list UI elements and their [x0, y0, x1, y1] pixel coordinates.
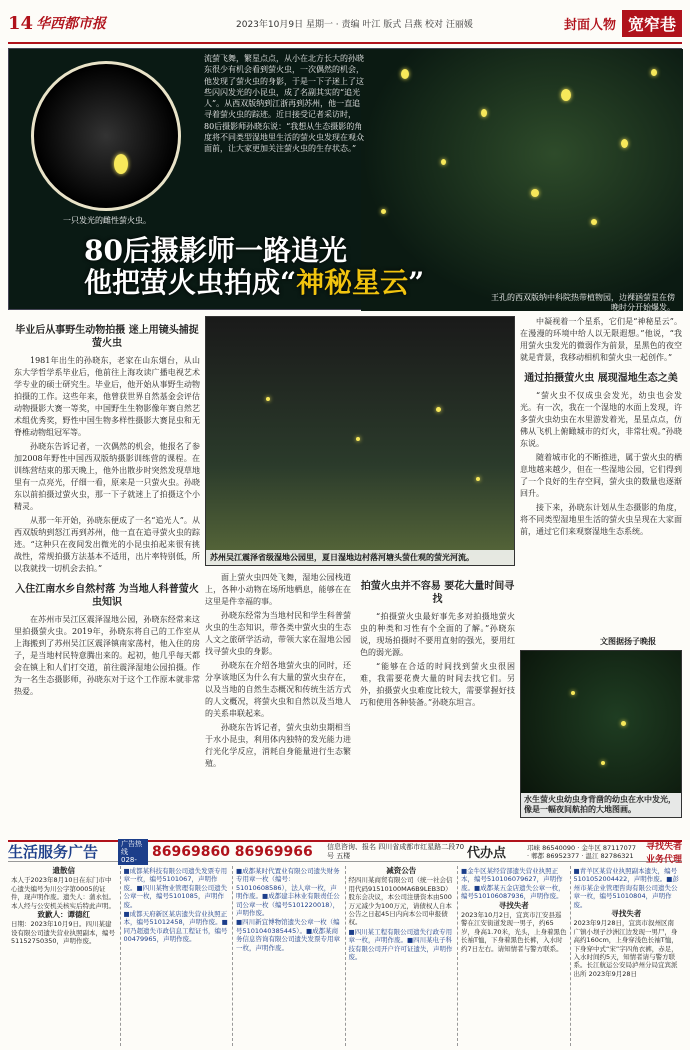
issue-meta: 2023年10月9日 星期一 · 责编 叶江 版式 吕燕 校对 汪丽媛 — [236, 19, 473, 30]
page-header — [8, 4, 682, 44]
article-column-2b — [360, 572, 515, 836]
paragraph: 面上萤火虫四处飞舞，湿地公园栈道上，各种小动物在场所地栖息，能够在在这里是件幸福的事。 — [205, 573, 351, 606]
subhead-2: 入住江南水乡自然村落 为当地人科普萤火虫知识 — [15, 584, 199, 608]
hotline-number: 86969860 86969966 — [152, 843, 313, 860]
paragraph: 从那一年开始，孙晓东便成了一名“追光人”。从西双版纳到怒江再到苏州，他一直在追寻萤火虫的踪迹。“这种只在夜间发出微光的小昆虫拍起来很有挑战性，常规拍摄方法基本不适用，出片率特别低，所以我就找一切机会去拍。” — [14, 516, 200, 573]
ad-column — [571, 866, 683, 1046]
headline-line2-c: ” — [408, 266, 425, 299]
firefly-closeup-photo — [31, 61, 181, 211]
article-column-2a — [205, 572, 355, 836]
paragraph: “能够在合适的时间找到萤火虫很困难，我需要花费大量的时间去找它们。另外，拍摄萤火虫难度比较大，需要掌握好技巧和使用各种装备。”孙晓东坦言。 — [360, 662, 515, 707]
article-column-1 — [14, 316, 200, 836]
ad-text: 日期：2023年10月9日。四川某建设有限公司遗失营业执照副本，编号51152750350，声明作废。 — [11, 920, 115, 946]
ad-column — [233, 866, 346, 1046]
service-right-label: 寻找失者 业务代理 — [645, 841, 682, 865]
ad-text: 2023年9月28日，宜宾市叙州区南广镇小坝子沙洲江边发现一男尸，身高约160cm，上身穿浅色长袖T恤，下身穿中式“宋”字四角衣裤，赤足，入水时间约5天，知情者请与警方联系。长江航运公安局泸州分局宜宾派出所 2023年9月28日 — [573, 919, 678, 978]
paragraph: 孙晓东告诉记者，萤火虫幼虫期相当于水小昆虫，利用体内独特的发光能力进行光化学反应，消耗自身能量进行生态繁殖。 — [205, 723, 351, 768]
ad-heading: 遗散信 — [52, 866, 75, 875]
ad-heading: 寻找失者 — [498, 900, 529, 910]
article-column-3 — [520, 316, 682, 646]
page-number: 14 — [8, 12, 34, 34]
headline-line2-a: 他把萤火虫拍成“ — [84, 266, 297, 299]
ad-text: ■四川某工程有限公司遗失行政专用章一枚，声明作废。■四川某电子科技有限公司开户许可证遗失，声明作废。 — [348, 927, 453, 962]
paragraph: 孙晓东在介绍各地萤火虫的同时，还分享该地区为什么有大量的萤火虫存在，以及当地的自然生态概况和传统生活方式的人文概况，将萤火虫和自然以及当地人的关系串联起来。 — [205, 661, 351, 718]
ad-text: ■青羊区某营业执照副本遗失，编号5101052004422，声明作废。■彭州市某企业管理咨询有限公司遗失公章一枚，编号51010804，声明作废。 — [573, 867, 679, 909]
ad-text: 2023年10月2日，宜宾市江安县巡警在江安街道发现一男子，约65岁，身高1.70米，光头，上身着黑色长袖T恤，下身着黑色长裤，入水时约7日左右。请知情者与警方联系。 — [461, 911, 567, 953]
ad-text: ■成都某科技有限公司遗失发票专用章一枚，编号5101067，声明作废。■四川某物业管理有限公司遗失公章一枚，编号5101085，声明作废。 — [123, 867, 228, 909]
ad-text: 经四川某商贸有限公司（统一社会信用代码91510100MA6B9LEB3D）股东会决议，本公司注册资本由500万元减少为100万元，请债权人自本公告之日起45日内向本公司申报债权。 — [348, 876, 453, 927]
ad-text: ■四川新宜博物馆遗失公章一枚（编号5101040385445）。■成都某商务信息咨询有限公司遗失发票专用章一枚，声明作废。 — [236, 918, 340, 952]
photo-credit: 文图据扬子晚报 — [600, 637, 656, 646]
subhead-4: 通过拍摄萤火虫 展现湿地生态之美 — [524, 373, 678, 384]
section-name: 封面人物 — [563, 17, 616, 33]
hero-banner — [8, 48, 682, 310]
service-ad-header — [8, 839, 682, 865]
column-name: 宽窄巷 — [622, 10, 682, 37]
hotline-label: 广告热线 028- — [118, 839, 148, 865]
paragraph: 1981年出生的孙晓东，老家在山东烟台，从山东大学哲学系毕业后，他前往上海攻读广播电视艺术学专业的硕士研究生。毕业后，他开始从事野生动物拍摄的工作。这些年来，他曾获世界自然基金会评估动物摄影大赛一等奖，中国野生生物影像年赛自然艺术组优秀奖，野性中国生物多样性摄影大赛昆虫和无脊椎动物组冠军等。 — [14, 356, 200, 437]
subhead-1: 毕业后从事野生动物拍摄 迷上用镜头捕捉萤火虫 — [15, 325, 199, 349]
hero-photo-caption: 王孔的西双版纳中科院热带植物园，边裸涵萤星在傍晚时分开始爆发。 — [491, 293, 675, 312]
ad-column — [346, 866, 459, 1046]
headline-highlight: 神秘星云 — [296, 266, 409, 299]
ad-heading: 减资公告 — [386, 866, 417, 875]
paragraph: “拍摄萤火虫最好事先多对拍摄地萤火虫的种类和习性有个全面的了解。”孙晓东说，现场拍摄时不要用直射的强光，要用红色的弱光源。 — [360, 612, 515, 657]
thumb-caption: 一只发光的雌性萤火虫。 — [63, 216, 151, 225]
ad-text: 本人于2023年8月10日在东门市中心遗失编号为川公字第0005的证件，现声明作废。遗失人：蒲永恒。本人经与公安机关核实后特此声明。 — [11, 876, 115, 910]
ad-text: ■成都某时代置业有限公司遗失财务专用章一枚（编号：51010608586），法人章一枚，声明作废。■成都建丰林业有限责任公司公章一枚（编号5101220018），声明作废。 — [236, 867, 340, 918]
service-title: 生活服务广告 — [8, 843, 99, 861]
ad-column — [121, 866, 234, 1046]
newspaper-name: 华西都市报 — [36, 16, 106, 32]
paragraph: 孙晓东经常为当地村民和学生科普萤火虫的生态知识，带各类中萤火虫的生态人文之旅研学活动，带领大家在湿地公园找寻萤火虫的身影。 — [205, 611, 351, 656]
service-address: 信息咨询、报名 四川省成都市红星路二段70号 五楼 — [327, 842, 465, 860]
wetland-photo — [205, 316, 515, 566]
paragraph: 中凝视着一个星系，它们是“神秘星云”。在漫漫的环境中给人以无限遐想。”他说，“我用萤火虫发光的微弱作为前景，星黑色的夜空就是背景，我移动相机和萤火虫一起创作。” — [520, 317, 682, 362]
intro-text: 流萤飞舞，繁星点点，从小在北方长大的孙晓东很少有机会看到萤火虫，一次偶然的机会，他发现了萤火虫的身影，于是一下子迷上了这些闪闪发光的小昆虫，成了名副其实的“追光人”。从西双版纳到江浙再到苏州，他一直追寻着萤火虫的踪迹。近日接受记者采访时，80后摄影师孙晓东说：“我想从生态摄影的角度将不同类型湿地里生活的萤火虫发现在观众面前，让大家更加关注萤火虫的生存状态。” — [204, 54, 364, 154]
paragraph: 在苏州市吴江区震泽湿地公园，孙晓东经常来这里拍摄萤火虫。2019年，孙晓东将自己的工作室从上海搬到了苏州吴江区震泽镇南家荡村，他入住的房子，是当地村民特意腾出来的。起初，他几乎每天都会在镇上和人们打交道，前往震泽湿地公园拍摄。作为一名生态摄影师，孙晓东对于这个工作原本就非常热爱。 — [14, 615, 200, 696]
agent-label: 代办点 — [467, 846, 507, 861]
paragraph: “萤火虫不仅成虫会发光，幼虫也会发光。有一次，我在一个湿地的水面上发现，许多萤火虫幼虫在水里游发着光，星星点点，仿佛从飞机上俯瞰城市的灯火，非常壮观。”孙晓东说。 — [520, 391, 682, 448]
headline — [84, 235, 504, 299]
ad-heading: 致歉人：谭德红 — [37, 910, 90, 920]
paragraph: 随着城市化的不断推进，属于萤火虫的栖息地越来越少，但在一些湿地公园，它们得到了一个良好的生存空间，萤火虫的数量也逐渐回升。 — [520, 453, 682, 498]
ad-text: ■金牛区某经营部遗失营业执照正本，编号510106079627，声明作废。■成都某五金店遗失公章一枚，编号510106087936，声明作废。 — [461, 867, 565, 901]
classified-ads — [8, 866, 682, 1046]
wetland-photo-caption: 苏州吴江震泽省级湿地公园里，夏日湿地边村落河塘头萤仕观的萤光河流。 — [206, 550, 514, 565]
headline-line2 — [84, 267, 504, 299]
ad-heading: 寻找失者 — [611, 909, 642, 919]
paragraph: 孙晓东告诉记者，一次偶然的机会，他报名了参加2008年野性中国西双版纳摄影训练营的课程。在训练营结束的那天晚上，他外出散步时突然发现草地里有一点亮光，仔细一看，原来是一只萤火虫。孙晓东以前拍摄过萤火虫，那一下子就迷上了拍摄这个小精灵。 — [14, 442, 200, 511]
larva-photo-caption: 水生萤火虫幼虫身背凿的幼虫在水中发光，像是一幅夜间航拍的大地图画。 — [521, 793, 681, 817]
ad-column — [458, 866, 571, 1046]
subhead-3: 拍萤火虫并不容易 要花大量时间寻找 — [360, 581, 515, 605]
paragraph: 接下来，孙晓东计划从生态摄影的角度，将不同类型湿地里生活的萤火虫呈现在大家面前，通过它们来观察湿地生态系统。 — [520, 503, 682, 536]
headline-line1: 80后摄影师一路追光 — [84, 234, 347, 267]
ad-column — [8, 866, 121, 1046]
ad-text: ■成都天府新区某店遗失营业执照正本，编号51012458，声明作废。■同乃超遗失市政信息工程证书，编号00479965，声明作废。 — [123, 910, 228, 944]
larva-photo — [520, 650, 682, 818]
agent-phones: 邛崃 86540090 · 金牛区 87117077 · 郫都 86952377 · 温江 82786321 — [527, 843, 636, 860]
